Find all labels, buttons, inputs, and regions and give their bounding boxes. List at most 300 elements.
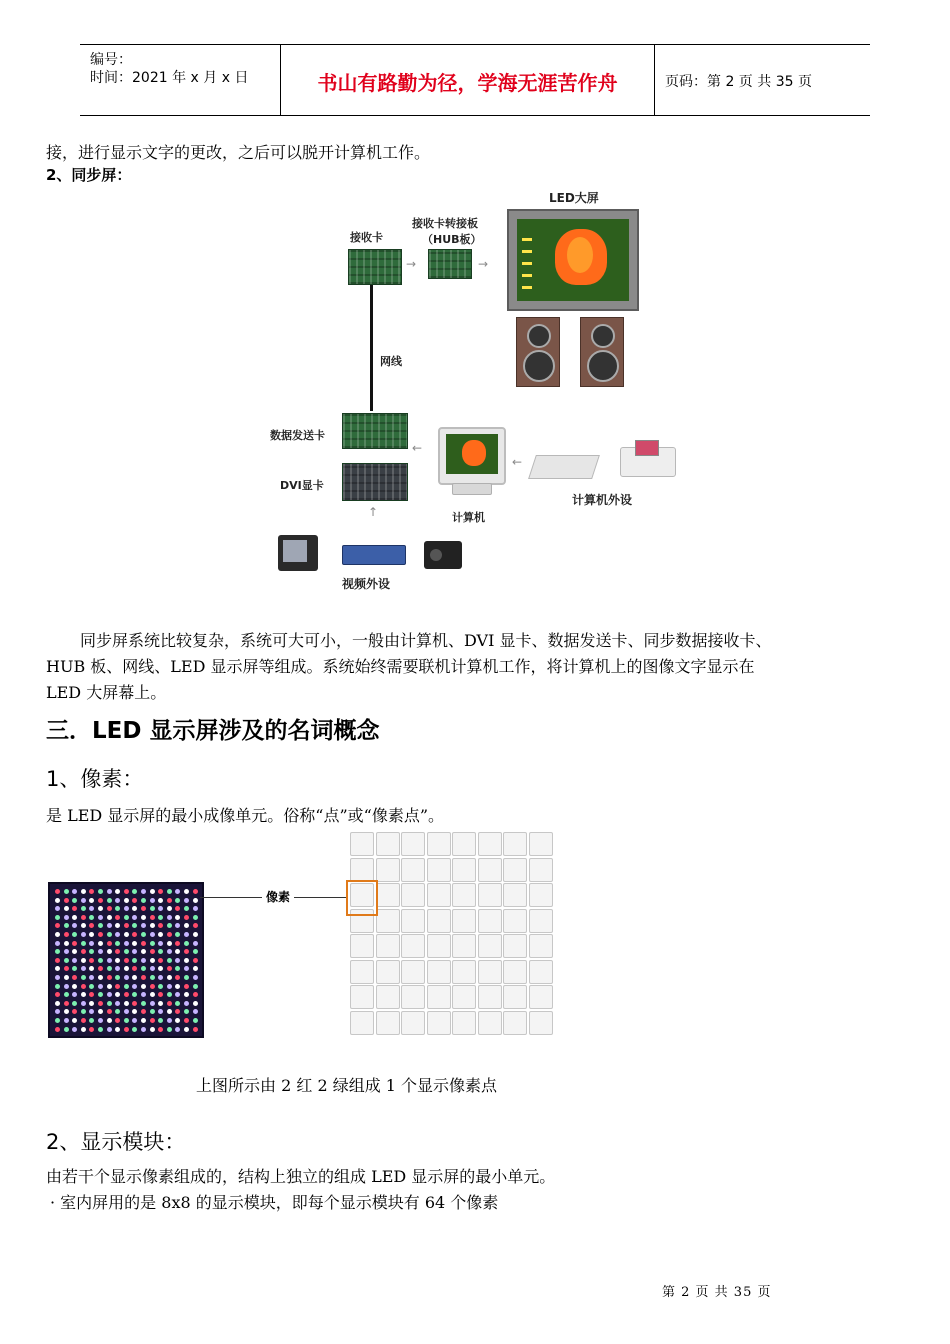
led-dot — [184, 932, 189, 937]
led-dot — [132, 949, 137, 954]
led-dot — [64, 915, 69, 920]
pixel-cell — [427, 960, 451, 984]
header-page-cell — [655, 45, 870, 115]
led-dot — [64, 958, 69, 963]
led-dot — [132, 932, 137, 937]
led-dot — [107, 906, 112, 911]
led-dot — [158, 941, 163, 946]
led-dot — [124, 1018, 129, 1023]
led-dot — [124, 889, 129, 894]
led-dot — [55, 992, 60, 997]
led-dot — [72, 966, 77, 971]
led-dot — [132, 975, 137, 980]
led-dot — [55, 915, 60, 920]
led-dot — [107, 966, 112, 971]
led-dot — [150, 992, 155, 997]
pixel-cell — [350, 832, 374, 856]
led-dot — [167, 1018, 172, 1023]
pixel-cell — [376, 985, 400, 1009]
led-dot — [150, 898, 155, 903]
led-dot — [167, 984, 172, 989]
led-dot — [64, 923, 69, 928]
led-dot — [98, 958, 103, 963]
pixel-cell — [401, 1011, 425, 1035]
led-dot — [193, 1018, 198, 1023]
led-dot — [72, 958, 77, 963]
computer-base — [452, 483, 492, 495]
led-dot — [132, 889, 137, 894]
led-dot — [55, 889, 60, 894]
led-dot — [72, 1009, 77, 1014]
led-dot — [98, 889, 103, 894]
led-dot — [175, 984, 180, 989]
pixel-cell — [427, 1011, 451, 1035]
pixel-cell — [503, 1011, 527, 1035]
led-dot — [89, 898, 94, 903]
pixel-cell — [401, 883, 425, 907]
hub-board-image — [428, 249, 472, 279]
led-dot — [175, 932, 180, 937]
led-dot — [124, 932, 129, 937]
pixel-cell — [427, 883, 451, 907]
led-dot — [64, 949, 69, 954]
pixel-cell — [427, 985, 451, 1009]
led-dot — [98, 1018, 103, 1023]
pixel-cell — [452, 909, 476, 933]
arrow-icon: → — [478, 257, 489, 271]
led-dot — [141, 932, 146, 937]
pixel-cell — [529, 883, 553, 907]
led-dot — [158, 966, 163, 971]
arrow-icon: ← — [512, 455, 523, 469]
led-dot — [141, 898, 146, 903]
page-footer: 第 2 页 共 35 页 — [662, 1285, 772, 1300]
led-dot — [184, 958, 189, 963]
led-dot — [115, 906, 120, 911]
led-dot — [107, 958, 112, 963]
pixel-cell — [452, 858, 476, 882]
led-dot — [132, 1018, 137, 1023]
led-dot — [158, 932, 163, 937]
dvi-card-label: DVI显卡 — [280, 479, 324, 492]
led-dot — [193, 992, 198, 997]
projector-image — [424, 541, 462, 569]
led-dot — [158, 975, 163, 980]
sync-paragraph-line-3: LED 大屏幕上。 — [46, 683, 167, 702]
led-dot — [81, 949, 86, 954]
pixel-cell — [401, 960, 425, 984]
led-dot — [184, 1027, 189, 1032]
pixel-cell — [529, 832, 553, 856]
led-dot — [158, 958, 163, 963]
led-screen-image — [507, 209, 639, 311]
led-dot — [184, 1001, 189, 1006]
led-dot — [98, 906, 103, 911]
led-dot — [175, 923, 180, 928]
led-dot — [98, 1001, 103, 1006]
led-dot — [107, 898, 112, 903]
pixel-cell — [503, 934, 527, 958]
led-dot — [115, 966, 120, 971]
led-dot — [89, 889, 94, 894]
pixel-cell — [350, 858, 374, 882]
led-dot — [150, 1001, 155, 1006]
led-dot — [81, 1009, 86, 1014]
led-dot — [81, 932, 86, 937]
led-dot — [107, 992, 112, 997]
led-dot — [193, 915, 198, 920]
pixel-cell — [401, 858, 425, 882]
led-dot — [64, 975, 69, 980]
led-dot — [115, 915, 120, 920]
video-player-image — [342, 545, 406, 565]
led-dot — [175, 915, 180, 920]
scanner-image — [528, 455, 600, 479]
motto: 书山有路勤为径，学海无涯苦作舟 — [317, 71, 618, 95]
led-dot — [72, 898, 77, 903]
led-dot — [158, 1001, 163, 1006]
pixel-label: 像素 — [262, 888, 294, 905]
pixel-cell — [478, 909, 502, 933]
led-dot — [132, 984, 137, 989]
pixel-cell — [478, 1011, 502, 1035]
led-dot — [175, 941, 180, 946]
led-dot — [124, 906, 129, 911]
led-dot — [141, 1009, 146, 1014]
led-dot — [64, 941, 69, 946]
led-dot — [184, 923, 189, 928]
led-dot — [72, 992, 77, 997]
led-dot — [158, 984, 163, 989]
led-dot — [167, 949, 172, 954]
led-dot — [167, 932, 172, 937]
led-dot — [132, 1001, 137, 1006]
led-dot — [167, 966, 172, 971]
pixel-cell — [427, 934, 451, 958]
led-dot — [72, 932, 77, 937]
led-dot — [64, 906, 69, 911]
led-dot — [184, 992, 189, 997]
led-dot — [141, 1027, 146, 1032]
led-dot — [55, 1009, 60, 1014]
pixel-cell — [529, 934, 553, 958]
led-dot — [107, 941, 112, 946]
led-dot — [72, 915, 77, 920]
led-dot — [193, 923, 198, 928]
led-dot — [158, 1009, 163, 1014]
led-dot — [141, 1001, 146, 1006]
led-dot — [193, 898, 198, 903]
led-dot — [81, 1018, 86, 1023]
led-dot — [150, 966, 155, 971]
computer-peripherals-label: 计算机外设 — [572, 493, 633, 507]
led-dot — [175, 958, 180, 963]
pixel-cell — [503, 985, 527, 1009]
led-dot — [98, 1027, 103, 1032]
section-heading: 三．LED 显示屏涉及的名词概念 — [46, 718, 380, 744]
receiver-card-label: 接收卡 — [350, 231, 383, 244]
sync-system-diagram — [262, 185, 682, 595]
led-dot — [115, 949, 120, 954]
led-dot — [107, 1001, 112, 1006]
led-dot — [55, 898, 60, 903]
led-dot — [107, 915, 112, 920]
led-dot — [89, 923, 94, 928]
led-dot — [55, 923, 60, 928]
led-dot — [158, 915, 163, 920]
led-dot — [55, 966, 60, 971]
pixel-description: 是 LED 显示屏的最小成像单元。俗称“点”或“像素点”。 — [46, 806, 445, 825]
led-dot — [124, 966, 129, 971]
pixel-caption: 上图所示由 2 红 2 绿组成 1 个显示像素点 — [196, 1076, 498, 1095]
led-dot — [107, 975, 112, 980]
led-dot — [193, 975, 198, 980]
led-dot — [115, 1027, 120, 1032]
led-dot — [175, 1001, 180, 1006]
sync-paragraph-line-2: HUB 板、网线、LED 显示屏等组成。系统始终需要联机计算机工作，将计算机上的图像文字显示在 — [46, 657, 755, 676]
printer-image — [620, 447, 676, 477]
led-dot — [184, 906, 189, 911]
led-dot — [89, 915, 94, 920]
led-dot — [124, 984, 129, 989]
hub-board-label-1: 接收卡转接板 — [412, 217, 478, 230]
led-dot — [193, 906, 198, 911]
led-dot — [81, 941, 86, 946]
led-dot — [81, 915, 86, 920]
led-dot — [72, 984, 77, 989]
led-dot — [124, 1009, 129, 1014]
led-dot — [98, 898, 103, 903]
led-dot — [89, 958, 94, 963]
sender-card-image — [342, 413, 408, 449]
led-dot — [124, 1027, 129, 1032]
led-dot — [72, 923, 77, 928]
led-dot — [81, 975, 86, 980]
pixel-cell — [529, 909, 553, 933]
led-dot — [115, 932, 120, 937]
led-dot — [193, 958, 198, 963]
led-dot — [98, 923, 103, 928]
led-dot — [158, 1018, 163, 1023]
led-dot — [141, 966, 146, 971]
led-dot — [175, 1009, 180, 1014]
led-dot — [98, 949, 103, 954]
led-dot — [132, 923, 137, 928]
led-dot — [124, 915, 129, 920]
led-dot — [158, 992, 163, 997]
led-dot — [107, 949, 112, 954]
led-dot — [124, 975, 129, 980]
pixel-cell — [401, 909, 425, 933]
led-dot — [184, 1009, 189, 1014]
led-dot — [184, 966, 189, 971]
led-dot — [115, 992, 120, 997]
pixel-cell — [478, 883, 502, 907]
led-dot — [184, 975, 189, 980]
led-dot — [167, 898, 172, 903]
led-dot — [64, 1009, 69, 1014]
led-dot — [89, 932, 94, 937]
led-dot — [175, 975, 180, 980]
led-dot — [184, 984, 189, 989]
led-dot — [150, 1018, 155, 1023]
page-header — [80, 44, 870, 116]
led-dot — [193, 984, 198, 989]
led-dot — [115, 889, 120, 894]
led-dot — [81, 923, 86, 928]
led-dot — [115, 941, 120, 946]
led-dot — [107, 932, 112, 937]
led-dot — [64, 889, 69, 894]
led-dot — [98, 932, 103, 937]
led-dot — [150, 949, 155, 954]
led-dot — [193, 1001, 198, 1006]
led-dot — [141, 941, 146, 946]
led-dot — [141, 975, 146, 980]
arrow-icon: → — [406, 257, 417, 271]
led-dot — [115, 958, 120, 963]
led-dot — [115, 975, 120, 980]
led-dot — [107, 984, 112, 989]
cable-label: 网线 — [380, 355, 402, 368]
led-dot — [115, 923, 120, 928]
led-dot — [141, 906, 146, 911]
led-dot — [64, 984, 69, 989]
led-dot — [141, 915, 146, 920]
led-dot — [141, 984, 146, 989]
pixel-cell — [350, 1011, 374, 1035]
led-dot — [124, 1001, 129, 1006]
pixel-cell — [452, 934, 476, 958]
led-dot — [64, 992, 69, 997]
led-dot — [98, 966, 103, 971]
led-dot — [141, 958, 146, 963]
led-dot — [193, 932, 198, 937]
led-dot — [167, 889, 172, 894]
led-dot — [98, 984, 103, 989]
led-dot — [175, 906, 180, 911]
led-dot — [115, 984, 120, 989]
sync-heading: 2、同步屏： — [46, 166, 132, 184]
pixel-cell — [401, 985, 425, 1009]
led-dot — [184, 941, 189, 946]
led-dot — [98, 975, 103, 980]
led-dot — [81, 889, 86, 894]
led-dot — [132, 958, 137, 963]
pixel-cell — [529, 1011, 553, 1035]
led-dot — [124, 958, 129, 963]
led-dot — [72, 941, 77, 946]
pixel-cell — [452, 832, 476, 856]
dvi-card-image — [342, 463, 408, 501]
led-dot — [167, 958, 172, 963]
led-dot — [107, 1009, 112, 1014]
led-dot — [184, 889, 189, 894]
led-dot — [98, 915, 103, 920]
led-dot — [64, 898, 69, 903]
led-dot — [72, 1018, 77, 1023]
led-dot — [193, 1009, 198, 1014]
pixel-cell — [503, 858, 527, 882]
led-dot — [98, 941, 103, 946]
led-dot — [141, 1018, 146, 1023]
led-dot — [193, 966, 198, 971]
led-dot — [193, 1027, 198, 1032]
page-info: 页码：第 2 页 共 35 页 — [665, 74, 812, 90]
pixel-cell — [529, 858, 553, 882]
led-dot — [193, 949, 198, 954]
led-screen-label: LED大屏 — [549, 191, 599, 205]
pixel-cell — [478, 985, 502, 1009]
module-bullet: · 室内屏用的是 8x8 的显示模块，即每个显示模块有 64 个像素 — [50, 1193, 499, 1212]
led-dot — [132, 992, 137, 997]
led-dot — [132, 941, 137, 946]
video-peripherals-label: 视频外设 — [342, 577, 391, 591]
led-dot — [158, 923, 163, 928]
led-dot — [107, 1018, 112, 1023]
led-dot — [98, 992, 103, 997]
pixel-cell — [452, 1011, 476, 1035]
led-dot — [124, 992, 129, 997]
pixel-cell — [503, 883, 527, 907]
led-dot — [107, 889, 112, 894]
led-dot — [89, 984, 94, 989]
led-dot — [115, 1009, 120, 1014]
led-dot — [167, 1027, 172, 1032]
led-dot — [175, 889, 180, 894]
led-dot — [98, 1009, 103, 1014]
led-dot — [158, 898, 163, 903]
led-dot — [184, 898, 189, 903]
led-dot — [158, 949, 163, 954]
led-dot — [89, 975, 94, 980]
led-dot — [167, 906, 172, 911]
header-meta-cell — [80, 45, 281, 115]
pixel-cell — [376, 934, 400, 958]
led-dot — [150, 1027, 155, 1032]
led-dot — [81, 984, 86, 989]
led-dot — [124, 898, 129, 903]
led-dot — [81, 958, 86, 963]
led-dot — [72, 906, 77, 911]
led-dot — [89, 1009, 94, 1014]
sender-card-label: 数据发送卡 — [270, 429, 325, 442]
led-dot — [64, 1001, 69, 1006]
arrow-icon: ↑ — [368, 505, 379, 519]
pixel-cell — [503, 909, 527, 933]
led-dot — [115, 1001, 120, 1006]
led-dot — [150, 958, 155, 963]
pixel-cell — [427, 832, 451, 856]
led-dot — [167, 923, 172, 928]
pixel-heading: 1、像素： — [46, 767, 144, 791]
tv-image — [278, 535, 318, 571]
pixel-cell — [452, 960, 476, 984]
led-dot — [124, 941, 129, 946]
led-dot — [64, 1027, 69, 1032]
pixel-cell — [401, 934, 425, 958]
led-dot — [150, 975, 155, 980]
led-dot — [193, 941, 198, 946]
led-dot — [72, 1001, 77, 1006]
pixel-cell — [376, 858, 400, 882]
led-dot — [184, 1018, 189, 1023]
led-dot — [55, 949, 60, 954]
led-dot — [89, 992, 94, 997]
receiver-card-image — [348, 249, 402, 285]
led-dot — [141, 992, 146, 997]
led-dot — [55, 1001, 60, 1006]
